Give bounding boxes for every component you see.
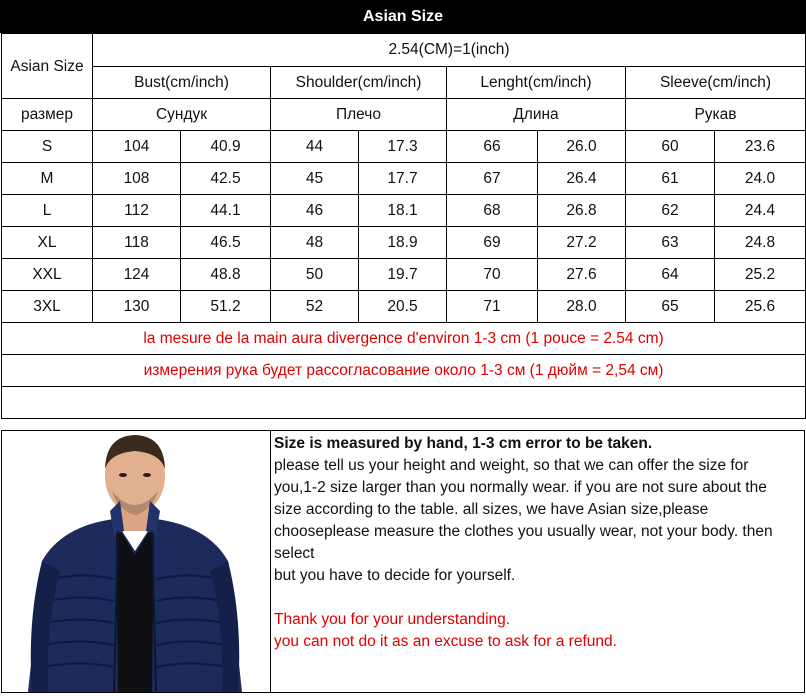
product-info-panel: [1, 430, 805, 693]
value-cell: 118: [93, 227, 181, 259]
table-row: [2, 259, 806, 291]
value-cell: 67: [447, 163, 538, 195]
value-cell: 68: [447, 195, 538, 227]
column-sleeve: Sleeve(cm/inch): [626, 67, 806, 99]
value-cell: 19.7: [359, 259, 447, 291]
value-cell: 20.5: [359, 291, 447, 323]
man-in-navy-puffer-jacket-icon: [2, 431, 269, 692]
table-row: [2, 227, 806, 259]
value-cell: 26.0: [538, 131, 626, 163]
value-cell: 63: [626, 227, 715, 259]
description-line: you,1-2 size larger than you normally wear. if you are not sure about the: [274, 479, 767, 496]
value-cell: 24.8: [715, 227, 806, 259]
value-cell: 46: [271, 195, 359, 227]
ru-column-length: Длина: [447, 99, 626, 131]
value-cell: 44: [271, 131, 359, 163]
size-cell: XL: [2, 227, 93, 259]
value-cell: 70: [447, 259, 538, 291]
thanks-note: Thank you for your understanding.: [274, 611, 511, 628]
value-cell: 24.0: [715, 163, 806, 195]
value-cell: 23.6: [715, 131, 806, 163]
ru-column-shoulder: Плечо: [271, 99, 447, 131]
value-cell: 24.4: [715, 195, 806, 227]
value-cell: 25.2: [715, 259, 806, 291]
description-line: chooseplease measure the clothes you usually wear, not your body. then: [274, 523, 773, 540]
ru-column-bust: Сундук: [93, 99, 271, 131]
value-cell: 17.7: [359, 163, 447, 195]
empty-row: [2, 387, 806, 419]
value-cell: 124: [93, 259, 181, 291]
value-cell: 26.4: [538, 163, 626, 195]
value-cell: 17.3: [359, 131, 447, 163]
column-shoulder: Shoulder(cm/inch): [271, 67, 447, 99]
table-row: [2, 291, 806, 323]
value-cell: 18.1: [359, 195, 447, 227]
value-cell: 27.2: [538, 227, 626, 259]
size-cell: S: [2, 131, 93, 163]
value-cell: 60: [626, 131, 715, 163]
value-cell: 69: [447, 227, 538, 259]
refund-note: you can not do it as an excuse to ask for a refund.: [274, 633, 617, 650]
size-cell: 3XL: [2, 291, 93, 323]
asian-size-label: Asian Size: [2, 34, 93, 99]
size-cell: L: [2, 195, 93, 227]
value-cell: 108: [93, 163, 181, 195]
russian-note: измерения рука будет рассогласование около 1-3 см (1 дюйм = 2,54 см): [2, 355, 806, 387]
product-photo: [2, 431, 271, 692]
value-cell: 28.0: [538, 291, 626, 323]
value-cell: 64: [626, 259, 715, 291]
description-heading: Size is measured by hand, 1-3 cm error to be taken.: [274, 435, 653, 452]
value-cell: 25.6: [715, 291, 806, 323]
size-description: [271, 431, 804, 692]
value-cell: 46.5: [181, 227, 271, 259]
page-title: Asian Size: [0, 0, 806, 33]
value-cell: 52: [271, 291, 359, 323]
size-cell: XXL: [2, 259, 93, 291]
value-cell: 61: [626, 163, 715, 195]
description-line: please tell us your height and weight, so that we can offer the size for: [274, 457, 749, 474]
value-cell: 40.9: [181, 131, 271, 163]
value-cell: 42.5: [181, 163, 271, 195]
table-row: [2, 163, 806, 195]
ru-column-sleeve: Рукав: [626, 99, 806, 131]
value-cell: 65: [626, 291, 715, 323]
value-cell: 44.1: [181, 195, 271, 227]
value-cell: 66: [447, 131, 538, 163]
description-line: select: [274, 545, 315, 562]
value-cell: 71: [447, 291, 538, 323]
value-cell: 48: [271, 227, 359, 259]
value-cell: 51.2: [181, 291, 271, 323]
description-line: size according to the table. all sizes, we have Asian size,please: [274, 501, 709, 518]
description-line: but you have to decide for yourself.: [274, 567, 516, 584]
value-cell: 62: [626, 195, 715, 227]
table-row: [2, 195, 806, 227]
column-length: Lenght(cm/inch): [447, 67, 626, 99]
column-bust: Bust(cm/inch): [93, 67, 271, 99]
value-cell: 130: [93, 291, 181, 323]
value-cell: 18.9: [359, 227, 447, 259]
value-cell: 48.8: [181, 259, 271, 291]
table-row: [2, 131, 806, 163]
value-cell: 27.6: [538, 259, 626, 291]
value-cell: 45: [271, 163, 359, 195]
french-note: la mesure de la main aura divergence d'environ 1-3 cm (1 pouce = 2.54 cm): [2, 323, 806, 355]
size-table: [1, 33, 806, 419]
value-cell: 26.8: [538, 195, 626, 227]
value-cell: 112: [93, 195, 181, 227]
size-cell: M: [2, 163, 93, 195]
value-cell: 50: [271, 259, 359, 291]
value-cell: 104: [93, 131, 181, 163]
ru-size-label: размер: [2, 99, 93, 131]
conversion-note: 2.54(CM)=1(inch): [93, 34, 806, 67]
